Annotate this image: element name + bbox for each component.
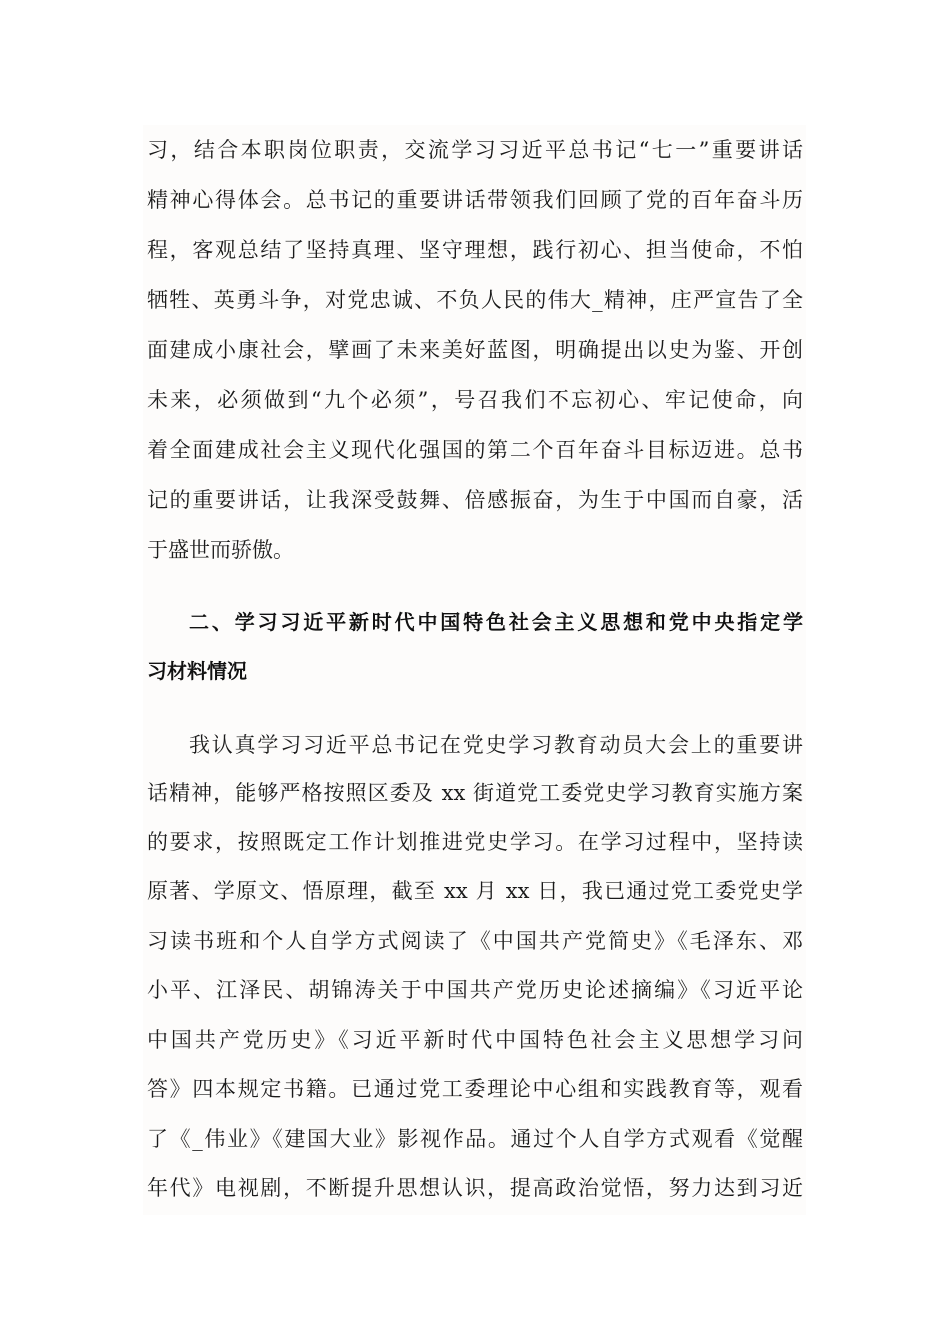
paragraph-1-line: 面建成小康社会，擘画了未来美好蓝图，明确提出以史为鉴、开创: [147, 338, 803, 362]
paragraph-2-line: 话精神，能够严格按照区委及 xx 街道党工委党史学习教育实施方案: [147, 781, 803, 805]
paragraph-2-line: 我认真学习习近平总书记在党史学习教育动员大会上的重要讲: [189, 733, 803, 757]
section-heading-line: 习材料情况: [147, 659, 247, 683]
paragraph-2-line: 小平、江泽民、胡锦涛关于中国共产党历史论述摘编》《习近平论: [147, 978, 803, 1002]
paragraph-1-line: 精神心得体会。总书记的重要讲话带领我们回顾了党的百年奋斗历: [147, 188, 803, 212]
paragraph-1-line: 未来，必须做到“九个必须”，号召我们不忘初心、牢记使命，向: [147, 388, 803, 412]
paragraph-1-line: 习，结合本职岗位职责，交流学习习近平总书记“七一”重要讲话: [147, 138, 803, 162]
paragraph-2-line: 年代》电视剧，不断提升思想认识，提高政治觉悟，努力达到习近: [147, 1176, 803, 1200]
paragraph-1-line: 着全面建成社会主义现代化强国的第二个百年奋斗目标迈进。总书: [147, 438, 803, 462]
section-heading-line: 二、学习习近平新时代中国特色社会主义思想和党中央指定学: [189, 610, 803, 634]
paragraph-2-line: 的要求，按照既定工作计划推进党史学习。在学习过程中，坚持读: [147, 830, 803, 854]
paragraph-1-line: 于盛世而骄傲。: [147, 538, 294, 562]
paragraph-2-line: 原著、学原文、悟原理，截至 xx 月 xx 日，我已通过党工委党史学: [147, 879, 803, 903]
paragraph-1-line: 程，客观总结了坚持真理、坚守理想，践行初心、担当使命，不怕: [147, 238, 803, 262]
paragraph-2-line: 习读书班和个人自学方式阅读了《中国共产党简史》《毛泽东、邓: [147, 929, 803, 953]
paragraph-1-line: 记的重要讲话，让我深受鼓舞、倍感振奋，为生于中国而自豪，活: [147, 488, 803, 512]
paragraph-2-line: 了《_伟业》《建国大业》影视作品。通过个人自学方式观看《觉醒: [147, 1127, 803, 1151]
paragraph-2-line: 中国共产党历史》《习近平新时代中国特色社会主义思想学习问: [147, 1028, 803, 1052]
paragraph-1-line: 牺牲、英勇斗争，对党忠诚、不负人民的伟大_精神，庄严宣告了全: [147, 288, 803, 312]
paragraph-2-line: 答》四本规定书籍。已通过党工委理论中心组和实践教育等，观看: [147, 1077, 803, 1101]
